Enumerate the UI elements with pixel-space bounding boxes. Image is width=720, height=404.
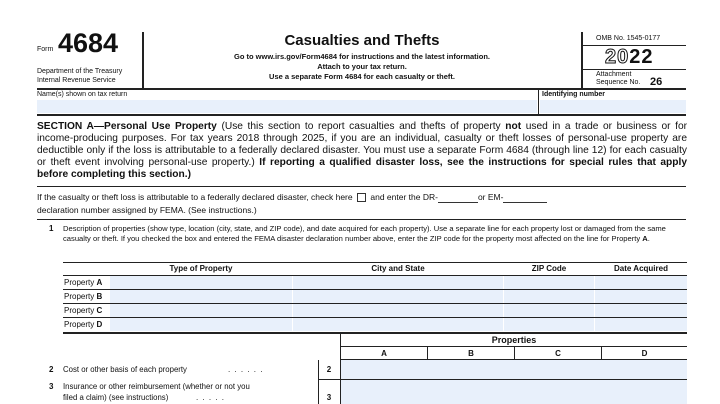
- name-field[interactable]: [37, 100, 537, 113]
- attachment-label: Attachment: [596, 71, 632, 78]
- line-3-number: 3: [49, 382, 54, 391]
- instructions-line-2: Attach to your tax return.: [317, 62, 407, 71]
- line-2-a-field[interactable]: [341, 360, 427, 379]
- line-1-text-b: A: [642, 233, 648, 243]
- name-label: Name(s) shown on tax return: [37, 91, 128, 98]
- property-d-date-field[interactable]: [595, 318, 687, 331]
- line-3-d-field[interactable]: [601, 380, 687, 404]
- line-3-dots: . . . . .: [196, 393, 226, 402]
- section-a-bold-tail: If reporting a qualified disaster loss, see the instructions for special rules that apply before completing this section.): [37, 157, 687, 180]
- line-1-text-c: .: [647, 233, 650, 243]
- property-a-city-field[interactable]: [293, 276, 503, 289]
- sequence-number: 26: [650, 76, 663, 88]
- dr-number-field[interactable]: [438, 194, 478, 203]
- line-2-text: Cost or other basis of each property: [63, 365, 187, 374]
- header-zip-code: ZIP Code: [531, 264, 567, 273]
- line-1-number: 1: [49, 224, 54, 233]
- property-d-city-field[interactable]: [293, 318, 503, 331]
- row-label: Property C: [64, 306, 103, 315]
- row-label: Property D: [64, 320, 103, 329]
- line-2-dots: . . . . . .: [228, 365, 264, 374]
- section-a-heading: SECTION A—Personal Use Property: [37, 121, 217, 132]
- instructions-line-1: Go to www.irs.gov/Form4684 for instructions and the latest information.: [233, 52, 490, 61]
- column-c-header: C: [555, 349, 561, 358]
- dept-line-1: Department of the Treasury: [37, 68, 123, 75]
- federal-disaster-checkbox[interactable]: [357, 193, 366, 202]
- em-number-field[interactable]: [503, 194, 547, 203]
- section-a-description: [37, 121, 687, 181]
- property-a-type-field[interactable]: [110, 276, 292, 289]
- form-number: 4684: [58, 28, 119, 58]
- property-d-type-field[interactable]: [110, 318, 292, 331]
- identifying-number-field[interactable]: [540, 100, 686, 113]
- property-a-date-field[interactable]: [595, 276, 687, 289]
- property-b-date-field[interactable]: [595, 290, 687, 303]
- line-1-description: [63, 224, 687, 243]
- identifying-number-label: Identifying number: [542, 91, 605, 98]
- header-date-acquired: Date Acquired: [614, 264, 668, 273]
- property-a-zip-field[interactable]: [504, 276, 594, 289]
- disaster-text-3: or EM-: [477, 192, 504, 202]
- tax-year: [605, 46, 654, 68]
- property-b-type-field[interactable]: [110, 290, 292, 303]
- line-3-box: 3: [326, 393, 332, 402]
- property-b-city-field[interactable]: [293, 290, 503, 303]
- property-c-city-field[interactable]: [293, 304, 503, 317]
- tax-year-prefix: 20: [605, 46, 630, 68]
- line-3-text-2: filed a claim) (see instructions): [63, 393, 169, 402]
- column-b-header: B: [468, 349, 474, 358]
- section-a-not: not: [505, 121, 522, 132]
- column-a-header: A: [381, 349, 387, 358]
- line-2-b-field[interactable]: [427, 360, 514, 379]
- header-type-of-property: Type of Property: [169, 264, 233, 273]
- disaster-declaration-line: [37, 192, 687, 203]
- property-c-date-field[interactable]: [595, 304, 687, 317]
- form-title: Casualties and Thefts: [284, 32, 440, 49]
- line-2-d-field[interactable]: [601, 360, 687, 379]
- form-label: Form: [37, 46, 54, 53]
- line-2-number: 2: [49, 365, 54, 374]
- tax-year-suffix: 22: [629, 46, 654, 68]
- property-c-zip-field[interactable]: [504, 304, 594, 317]
- section-a-text-2: used in a trade or business or for income-producing purposes. For tax years 2018 through 2025, if you are an individual, casualty or theft losses of personal-use property are deductible only if the loss is attributable to a federally declared disaster. You must use a separate Form 4684 (through line 12) for each casualty or theft event involving personal-use property.): [37, 121, 687, 168]
- row-label: Property B: [64, 292, 103, 301]
- property-d-zip-field[interactable]: [504, 318, 594, 331]
- sequence-label: Sequence No.: [596, 79, 641, 86]
- property-b-zip-field[interactable]: [504, 290, 594, 303]
- header-city-and-state: City and State: [371, 264, 425, 273]
- line-3-c-field[interactable]: [514, 380, 601, 404]
- line-1-text-a: Description of properties (show type, location (city, state, and ZIP code), and date acquired for each property). Use a separate line for each property lost or damaged from the same casualty or theft. If you checked the box and entered the FEMA disaster declaration number above, enter the ZIP code for the property most affected on the line for Property: [63, 224, 666, 243]
- disaster-text-4: declaration number assigned by FEMA. (See instructions.): [37, 205, 257, 215]
- column-d-header: D: [641, 349, 648, 358]
- disaster-text-2: and enter the DR-: [370, 192, 438, 202]
- disaster-text-1: If the casualty or theft loss is attributable to a federally declared disaster, check here: [37, 192, 353, 202]
- property-c-type-field[interactable]: [110, 304, 292, 317]
- line-2-box: 2: [326, 365, 332, 374]
- line-3-a-field[interactable]: [341, 380, 427, 404]
- line-2-c-field[interactable]: [514, 360, 601, 379]
- omb-number: OMB No. 1545-0177: [596, 35, 661, 42]
- line-3-b-field[interactable]: [427, 380, 514, 404]
- section-a-text-1: (Use this section to report casualties and thefts of property: [216, 121, 506, 132]
- line-3-text-1: Insurance or other reimbursement (whether or not you: [63, 382, 250, 391]
- row-label: Property A: [64, 278, 103, 287]
- dept-line-2: Internal Revenue Service: [37, 77, 116, 84]
- properties-title: Properties: [491, 335, 537, 345]
- instructions-line-3: Use a separate Form 4684 for each casualty or theft.: [269, 72, 455, 81]
